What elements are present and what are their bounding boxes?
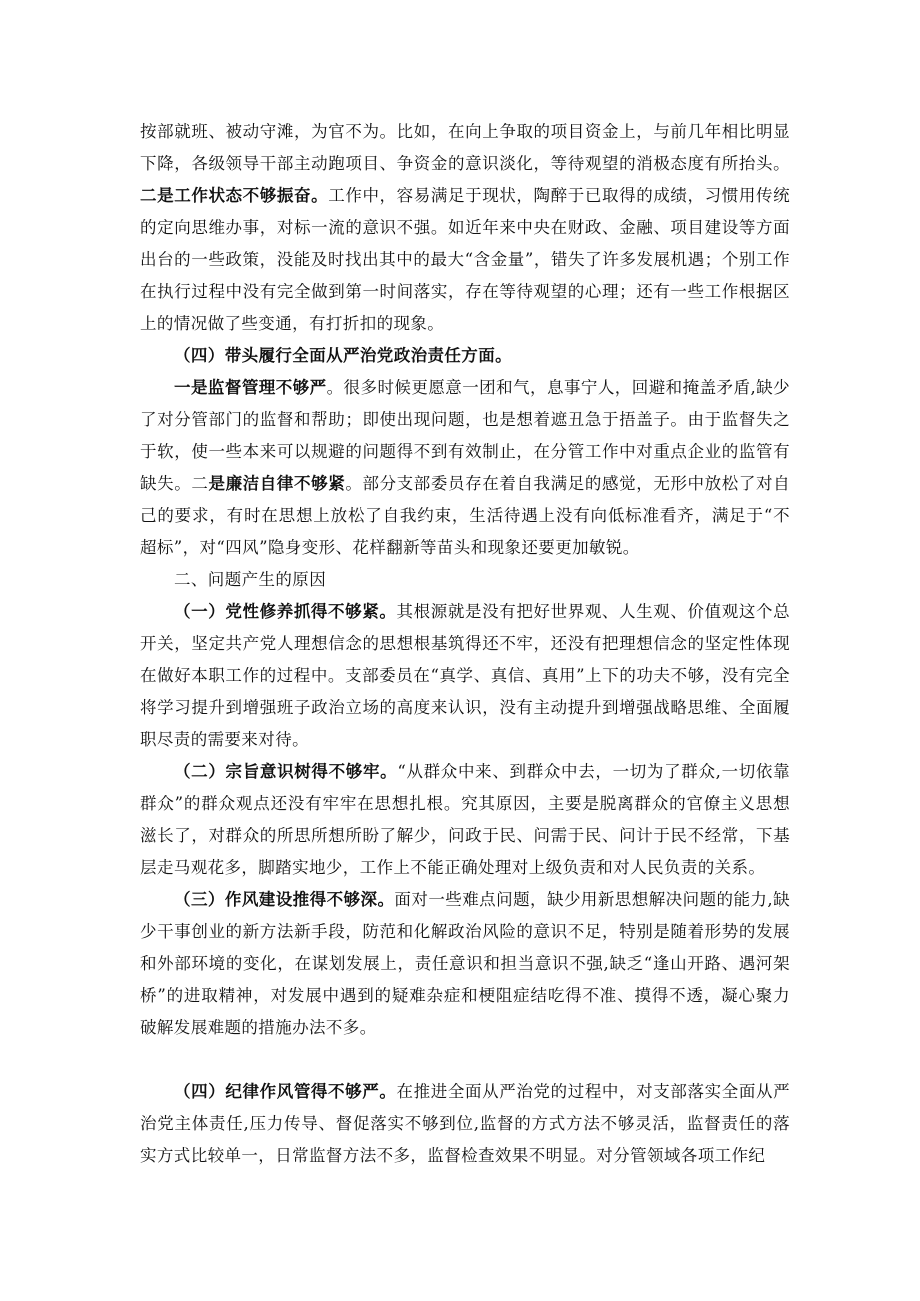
paragraph-body-text: 。很多时候更愿意一团和气，息事宁人，回避和掩盖矛盾,缺少了对分管部门的监督和帮助；即使出现问题，也是想着遮丑急于捂盖子。由于监督失之于软，使一些本来可以规避的问题得不到有效制止，在分管工作中对重点企业的监管有缺失。二 bbox=[140, 378, 790, 493]
paragraph-body-text: 其根源就是没有把好世界观、人生观、价值观这个总开关，坚定共产党人理想信念的思想根基筑得还不牢，还没有把理想信念的坚定性体现在做好本职工作的过程中。支部委员在“真学、真信、真用”上下的功夫不够，没有完全将学习提升到增强班子政治立场的高度来认识，没有主动提升到增强战略思维、全面履职尽责的需要来对待。 bbox=[140, 602, 791, 749]
bold-heading-cause-four: （四）纪律作风管得不够严。 bbox=[174, 1082, 397, 1101]
bold-heading-work-status: 二是工作状态不够振奋。 bbox=[140, 186, 329, 205]
paragraph-cause-one bbox=[140, 596, 790, 756]
section-heading-four: （四）带头履行全面从严治党政治责任方面。 bbox=[174, 346, 512, 365]
paragraph-body-text: “从群众中来、到群众中去，一切为了群众,一切依靠群众”的群众观点还没有牢牢在思想扎根。究其原因，主要是脱离群众的官僚主义思想滋长了，对群众的所思所想所盼了解少，问政于民、问需于民、问计于民不经常，下基层走马观花多，脚踏实地少，工作上不能正确处理对上级负责和对人民负责的关系。 bbox=[140, 762, 791, 877]
paragraph-supervision bbox=[140, 372, 790, 564]
paragraph-body-text: 在推进全面从严治党的过程中，对支部落实全面从严治党主体责任,压力传导、督促落实不够到位,监督的方式方法不够灵活，监督责任的落实方式比较单一，日常监督方法不多，监督检查效果不明显。对分管领域各项工作纪 bbox=[140, 1082, 791, 1165]
bold-heading-cause-one: （一）党性修养抓得不够紧。 bbox=[174, 602, 397, 621]
paragraph-body-text: 工作中，容易满足于现状，陶醉于已取得的成绩，习惯用传统的定向思维办事，对标一流的意识不强。如近年来中央在财政、金融、项目建设等方面出台的一些政策，没能及时找出其中的最大“含金量”，错失了许多发展机遇；个别工作在执行过程中没有完全做到第一时间落实，存在等待观望的心理；还有一些工作根据区上的情况做了些变通，有打折扣的现象。 bbox=[140, 186, 790, 333]
paragraph-cause-four bbox=[140, 1076, 790, 1172]
bold-heading-supervision: 一是监督管理不够严 bbox=[174, 378, 327, 397]
section-heading-causes: 二、问题产生的原因 bbox=[174, 570, 327, 589]
bold-heading-integrity: 是廉洁自律不够紧 bbox=[208, 474, 346, 493]
paragraph-cause-two bbox=[140, 756, 790, 884]
paragraph-body-text: 面对一些难点问题，缺少用新思想解决问题的能力,缺少干事创业的新方法新手段，防范和化解政治风险的意识不足，特别是随着形势的发展和外部环境的变化，在谋划发展上，责任意识和担当意识不强,缺乏“逢山开路、遇河架桥”的进取精神，对发展中遇到的疑难杂症和梗阻症结吃得不准、摸得不透，凝心聚力破解发展难题的措施办法不多。 bbox=[140, 890, 790, 1037]
paragraph-cause-three bbox=[140, 884, 790, 1044]
paragraph-body-text: 。部分支部委员存在着自我满足的感觉，无形中放松了对自己的要求，有时在思想上放松了自我约束，生活待遇上没有向低标准看齐，满足于“不超标”，对“四风”隐身变形、花样翻新等苗头和现象还要更加敏锐。 bbox=[140, 474, 791, 557]
bold-heading-cause-two: （二）宗旨意识树得不够牢。 bbox=[174, 762, 398, 781]
bold-heading-cause-three: （三）作风建设推得不够深。 bbox=[174, 890, 395, 909]
paragraph-work-status bbox=[140, 116, 790, 340]
paragraph-lead-text: 按部就班、被动守滩，为官不为。比如，在向上争取的项目资金上，与前几年相比明显下降，各级领导干部主动跑项目、争资金的意识淡化，等待观望的消极态度有所抬头。 bbox=[140, 122, 790, 173]
